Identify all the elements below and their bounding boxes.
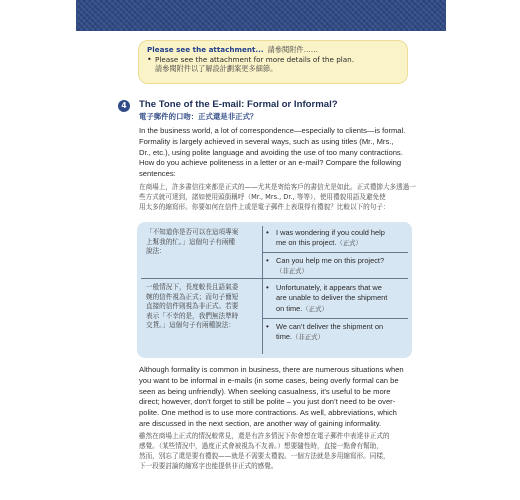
text-line: We can’t deliver the shipment on xyxy=(276,322,384,331)
formal-tag: （正式） xyxy=(336,239,362,248)
text-line: 一般情況下，長度較長且語氣委 xyxy=(146,283,239,291)
text-line: Can you help me on this project? xyxy=(276,256,385,265)
text-line: 上幫我的忙。」這個句子有兩種 xyxy=(146,237,236,246)
header-band xyxy=(76,0,446,31)
text-line: Dr., etc.), using polite language and avoiding the use of too many contractions. xyxy=(139,147,403,157)
example-text: me on this project. xyxy=(276,238,337,248)
example-formal-1 xyxy=(266,228,385,249)
table-row-divider xyxy=(141,278,408,279)
informal-tag: （非正式） xyxy=(292,333,324,342)
text-line: polite. One method is to use more contractions. As well, abbreviations, which xyxy=(139,408,397,418)
bullet-icon: • xyxy=(266,283,269,292)
text-line: Although formality is common in business, there are numerous situations when xyxy=(139,365,404,374)
text-line: sentences: xyxy=(139,169,176,179)
informal-tag: （非正式） xyxy=(276,267,308,276)
section-title: The Tone of the E-mail: Formal or Informal? xyxy=(139,99,338,110)
text-line: I was wondering if you could help xyxy=(276,228,385,237)
text-line: Unfortunately, it appears that we xyxy=(276,283,382,292)
text-line: 「不知道你是否可以在這項專案 xyxy=(146,228,239,236)
text-line xyxy=(276,332,383,342)
text-line: 直接的信件則視為非正式。若要 xyxy=(146,302,239,311)
text-line: How do you achieve politeness in a letter or an e-mail? Compare the following xyxy=(139,158,402,168)
section-number-badge: 4 xyxy=(118,100,130,112)
section-subtitle-zh: 電子郵件的口吻：正式還是非正式？ xyxy=(139,112,258,121)
attachment-tip-title xyxy=(147,45,399,54)
comparison-explanation-2 xyxy=(146,283,238,331)
bullet-icon: • xyxy=(147,55,152,64)
text-line: are unable to deliver the shipment xyxy=(276,293,388,303)
example-text: time. xyxy=(276,332,293,342)
text-line: are discussed in the next section, are another way of gaining informality. xyxy=(139,418,382,428)
bullet-icon: • xyxy=(266,322,269,331)
text-line: direct; however, don’t forget to still be polite – you just don’t need to be over- xyxy=(139,397,396,407)
text-line: 感覺。（某些情況中，過度正式會被視為不友善。）想要隨性時，直接一點會有幫助， xyxy=(139,442,383,450)
text-line: 說法： xyxy=(146,247,166,256)
text-line xyxy=(276,238,385,248)
intro-paragraph-zh xyxy=(139,182,414,212)
bullet-icon: • xyxy=(266,256,269,265)
text-line: In the business world, a lot of correspondence—especially to clients—is formal. xyxy=(139,126,406,135)
attachment-item-zh: 請參閱附件以了解設計劃案更多細節。 xyxy=(155,64,278,73)
comparison-explanation-1 xyxy=(146,228,238,257)
example-informal-1 xyxy=(266,256,384,277)
example-text: on time. xyxy=(276,303,303,313)
text-line: seen as being unfriendly). When seeking casualness, it’s useful to be more xyxy=(139,386,391,396)
attachment-bullet-item xyxy=(147,55,399,73)
formal-tag: （正式） xyxy=(302,304,328,313)
intro-paragraph-en xyxy=(139,126,414,180)
example-formal-2 xyxy=(266,283,387,314)
text-line: 然而，別忘了還是要有禮貌——就是不需要太禮貌。一個方法就是多用縮寫形。同樣， xyxy=(139,452,390,460)
attachment-title-en: Please see the attachment... xyxy=(147,45,264,54)
text-line: Formality is largely achieved in several ways, such as using titles (Mr., Mrs., xyxy=(139,136,394,146)
bullet-icon: • xyxy=(266,228,269,237)
text-line: 下一段要討論的縮寫字也能提供非正式的感覺。 xyxy=(139,462,278,470)
text-line: you want to be informal in e-mails (in some cases, being overly formal can be xyxy=(139,375,399,385)
attachment-tip-box xyxy=(138,40,408,84)
text-line: 雖然在商場上正式的情況較常見，還是有許多情況下你會想在電子郵件中表達非正式的 xyxy=(139,432,390,440)
text-line: 表示「不幸的是，我們無法準時 xyxy=(146,311,239,320)
text-line: 些方式就可達到，諸如使用頭銜稱呼（Mr., Mrs., Dr., 等等）、使用禮貌用語及避免使 xyxy=(139,193,386,201)
table-row-divider xyxy=(262,252,408,253)
text-line: 在商場上，許多書信往來都是正式的——尤其是寄給客戶的書信尤是如此。正式禮節大多透過一 xyxy=(139,183,416,191)
text-line: 交貨。」這個句子有兩種說法： xyxy=(146,321,236,330)
table-row-divider xyxy=(262,318,408,319)
attachment-item-en: Please see the attachment for more details of the plan. xyxy=(155,55,354,64)
closing-paragraph-zh xyxy=(139,431,414,471)
text-line xyxy=(276,304,387,314)
attachment-title-zh: 請參閱附件…… xyxy=(267,45,318,54)
table-column-divider xyxy=(262,226,263,354)
example-informal-2 xyxy=(266,322,383,343)
closing-paragraph-en xyxy=(139,365,414,430)
text-line: 用太多的縮寫形。你要如何在信件上或是電子郵件上表現得有禮貌？比較以下的句子： xyxy=(139,203,390,211)
text-line: 婉的信件視為正式；而句子簡短 xyxy=(146,292,239,301)
